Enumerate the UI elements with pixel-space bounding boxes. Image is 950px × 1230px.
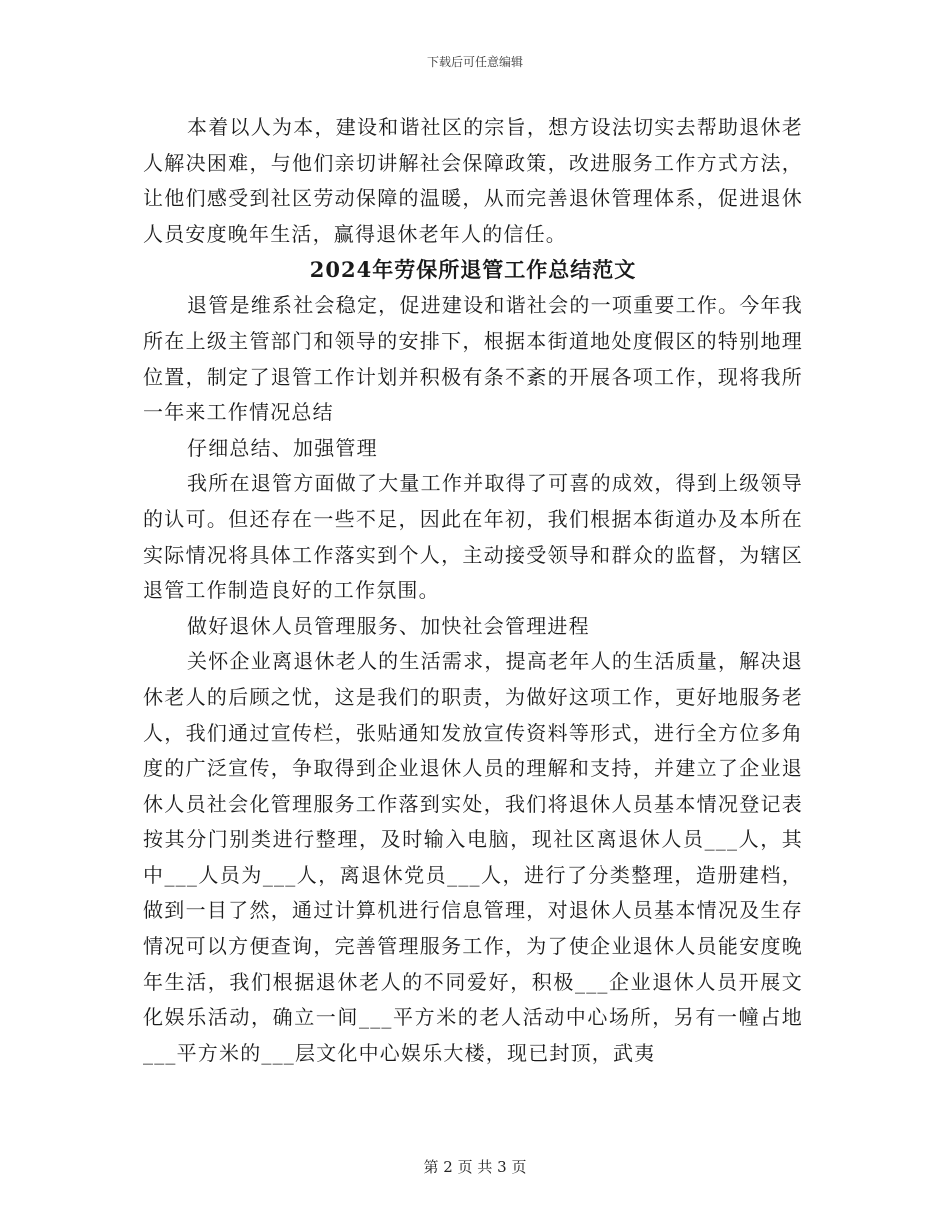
section-heading-retiree-management: 做好退休人员管理服务、加快社会管理进程 <box>187 613 590 638</box>
body-paragraph: 关怀企业离退休老人的生活需求，提高老年人的生活质量，解决退休老人的后顾之忧，这是我们的职责，为做好这项工作，更好地服务老人，我们通过宣传栏，张贴通知发放宣传资料等形式，进行全方位多角度的广泛宣传，争取得到企业退休人员的理解和支持，并建立了企业退休人员社会化管理服务工作落到实处，我们将退休人员基本情况登记表按其分门别类进行整理，及时输入电脑，现社区离退休人员___人，其中___人员为___人，离退休党员___人，进行了分类整理，造册建档，做到一目了然，通过计算机进行信息管理，对退休人员基本情况及生存情况可以方便查询，完善管理服务工作，为了使企业退休人员能安度晚年生活，我们根据退休老人的不同爱好，积极___企业退休人员开展文化娱乐活动，确立一间___平方米的老人活动中心场所，另有一幢占地___平方米的___层文化中心娱乐大楼，现已封顶，武夷 <box>143 649 803 1065</box>
body-paragraph: 退管是维系社会稳定，促进建设和谐社会的一项重要工作。今年我所在上级主管部门和领导的安排下，根据本街道地处度假区的特别地理位置，制定了退管工作计划并积极有条不紊的开展各项工作，现将我所一年来工作情况总结 <box>143 293 803 425</box>
section-heading-summary: 仔细总结、加强管理 <box>187 435 378 460</box>
document-title: 2024年劳保所退管工作总结范文 <box>309 257 637 283</box>
page-header: 下载后可任意编辑 <box>426 55 523 69</box>
document-body <box>143 110 803 1071</box>
page-footer: 第 2 页 共 3 页 <box>423 1158 527 1176</box>
intro-paragraph: 本着以人为本，建设和谐社区的宗旨，想方设法切实去帮助退休老人解决困难，与他们亲切讲解社会保障政策，改进服务工作方式方法，让他们感受到社区劳动保障的温暖，从而完善退休管理体系，促进退休人员安度晚年生活，赢得退休老年人的信任。 <box>143 115 803 246</box>
body-paragraph: 我所在退管方面做了大量工作并取得了可喜的成效，得到上级领导的认可。但还存在一些不足，因此在年初，我们根据本街道办及本所在实际情况将具体工作落实到个人，主动接受领导和群众的监督，为辖区退管工作制造良好的工作氛围。 <box>143 471 803 603</box>
